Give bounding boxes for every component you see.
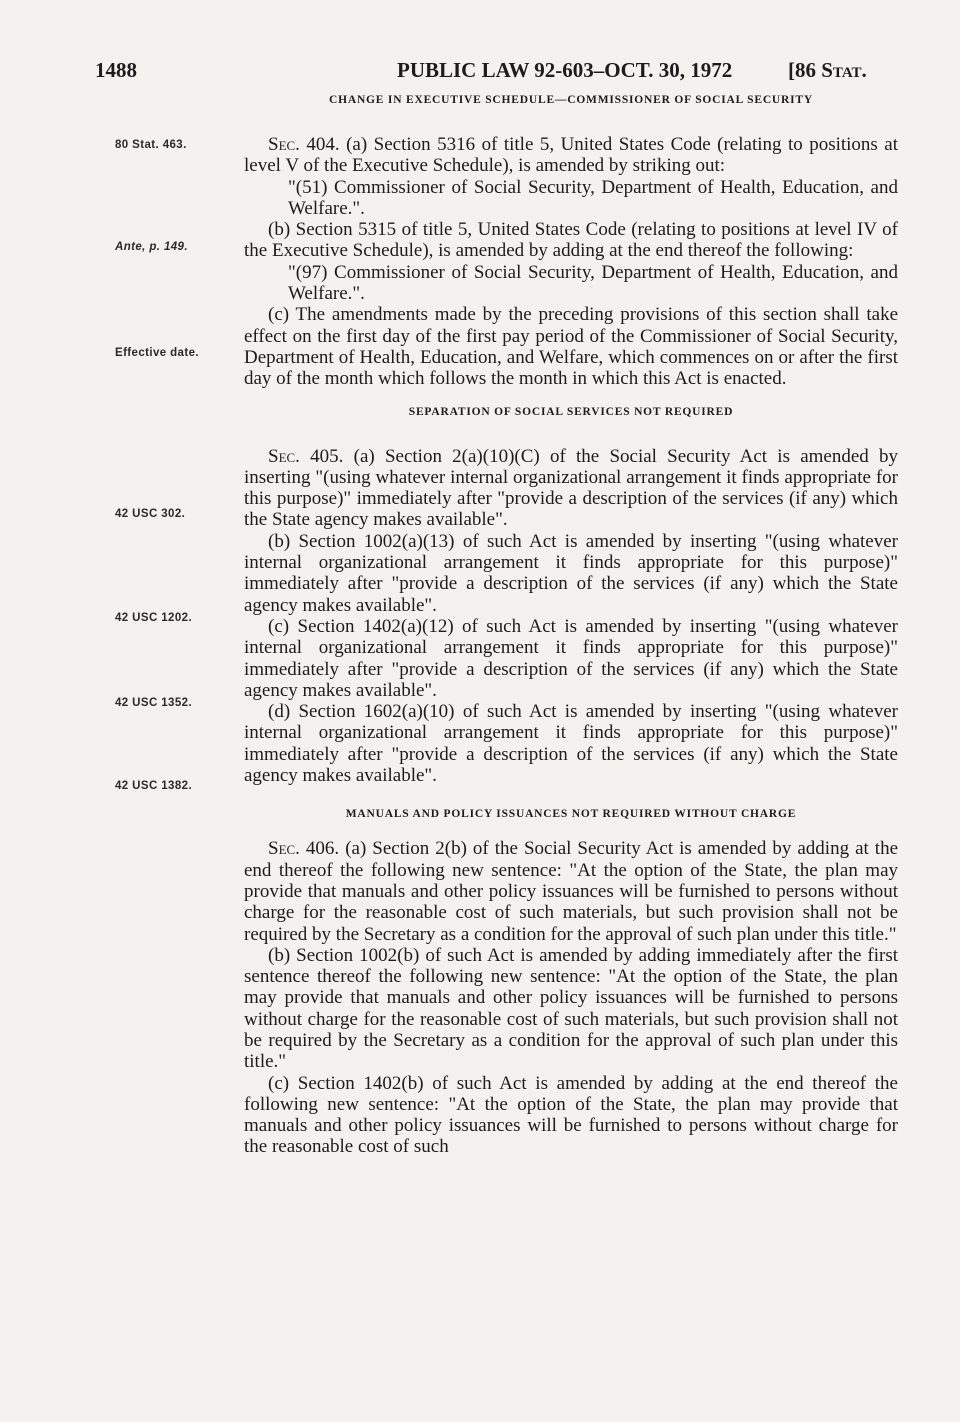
paragraph-text: (a) Section 2(a)(10)(C) of the Social Security Act is amended by inserting "(using whatever internal organizational arrangement it finds appropriate for this purpose)" immediately after "provide a description of the services (if any) which the State agency makes available". <box>244 445 898 531</box>
section-label: Sec. 405. <box>268 445 344 467</box>
section-heading: SEPARATION OF SOCIAL SERVICES NOT REQUIRED <box>408 405 734 418</box>
paragraph-text: (b) Section 1002(a)(13) of such Act is amended by inserting "(using whatever internal organizational arrangement it finds appropriate for this purpose)" immediately after "provide a description of the services (if any) which the State agency makes available". <box>244 530 898 616</box>
paragraph <box>244 1073 898 1158</box>
paragraph-text: (a) Section 5316 of title 5, United States Code (relating to positions at level V of the Executive Schedule), is amended by striking out: <box>244 134 898 177</box>
paragraph <box>244 219 898 262</box>
margin-note: 42 USC 1382. <box>115 780 193 792</box>
margin-note: 80 Stat. 463. <box>115 139 187 151</box>
paragraph-text: (d) Section 1602(a)(10) of such Act is amended by inserting "(using whatever internal organizational arrangement it finds appropriate for this purpose)" immediately after "provide a description of the services (if any) which the State agency makes available". <box>244 701 898 787</box>
paragraph <box>244 446 898 531</box>
page-number: 1488 <box>95 58 137 82</box>
paragraph <box>244 134 898 177</box>
body-text <box>244 92 898 1158</box>
paragraph-text: (a) Section 2(b) of the Social Security Act is amended by adding at the end thereof the following new sentence: "At the option of the State, the plan may provide that manuals and other policy issuances will be furnished to persons without charge for the reasonable cost of such materials, but such provision shall not be required by the Secretary as a condition for the approval of such plan under this title." <box>244 838 898 945</box>
statute-reference-prefix: [86 <box>788 58 822 82</box>
margin-note: Ante, p. 149. <box>115 241 188 253</box>
section-label: Sec. 404. <box>268 134 340 155</box>
margin-note: 42 USC 1202. <box>115 612 193 624</box>
statute-reference-word: Stat. <box>821 58 867 82</box>
paragraph-text: (b) Section 5315 of title 5, United States Code (relating to positions at level IV of the Executive Schedule), is amended by adding at the end thereof the following: <box>244 219 898 262</box>
statute-reference <box>788 58 867 83</box>
margin-note: 42 USC 1352. <box>115 697 193 709</box>
margin-notes <box>0 0 240 1422</box>
paragraph <box>244 531 898 616</box>
paragraph <box>244 616 898 701</box>
paragraph-text: (b) Section 1002(b) of such Act is amended by adding immediately after the first sentence thereof the following new sentence: "At the option of the State, the plan may provide that manuals and other policy issuances will be furnished to persons without charge for the reasonable cost of such materials, but such provision shall not be required by the Secretary as a condition for the approval of such plan under this title." <box>244 944 898 1073</box>
paragraph <box>244 945 898 1073</box>
section-heading: MANUALS AND POLICY ISSUANCES NOT REQUIRED WITHOUT CHARGE <box>345 808 797 821</box>
paragraph-text: (c) Section 1402(b) of such Act is amended by adding at the end thereof the following new sentence: "At the option of the State, the plan may provide that manuals and other policy issuances will be furnished to persons without charge for the reasonable cost of such <box>244 1072 898 1158</box>
paragraph-text: (c) The amendments made by the preceding provisions of this section shall take effect on the first day of the first pay period of the Commissioner of Social Security, Department of Health, Education, and Welfare, which commences on or after the first day of the month which follows the month in which this Act is enacted. <box>244 304 898 390</box>
quoted-text: "(97) Commissioner of Social Security, Department of Health, Education, and Welfare.". <box>288 261 898 305</box>
running-title: PUBLIC LAW 92-603–OCT. 30, 1972 <box>397 58 733 82</box>
section-heading: CHANGE IN EXECUTIVE SCHEDULE—COMMISSIONER OF SOCIAL SECURITY <box>328 94 813 106</box>
margin-note: 42 USC 302. <box>115 508 186 520</box>
paragraph-text: (c) Section 1402(a)(12) of such Act is amended by inserting "(using whatever internal organizational arrangement it finds appropriate for this purpose)" immediately after "provide a description of the services (if any) which the State agency makes available". <box>244 615 898 701</box>
paragraph <box>244 838 898 944</box>
margin-note: Effective date. <box>115 347 199 359</box>
paragraph <box>244 304 898 389</box>
paragraph <box>244 701 898 786</box>
section-label: Sec. 406. <box>268 838 340 860</box>
quoted-text: "(51) Commissioner of Social Security, Department of Health, Education, and Welfare.". <box>288 176 898 219</box>
